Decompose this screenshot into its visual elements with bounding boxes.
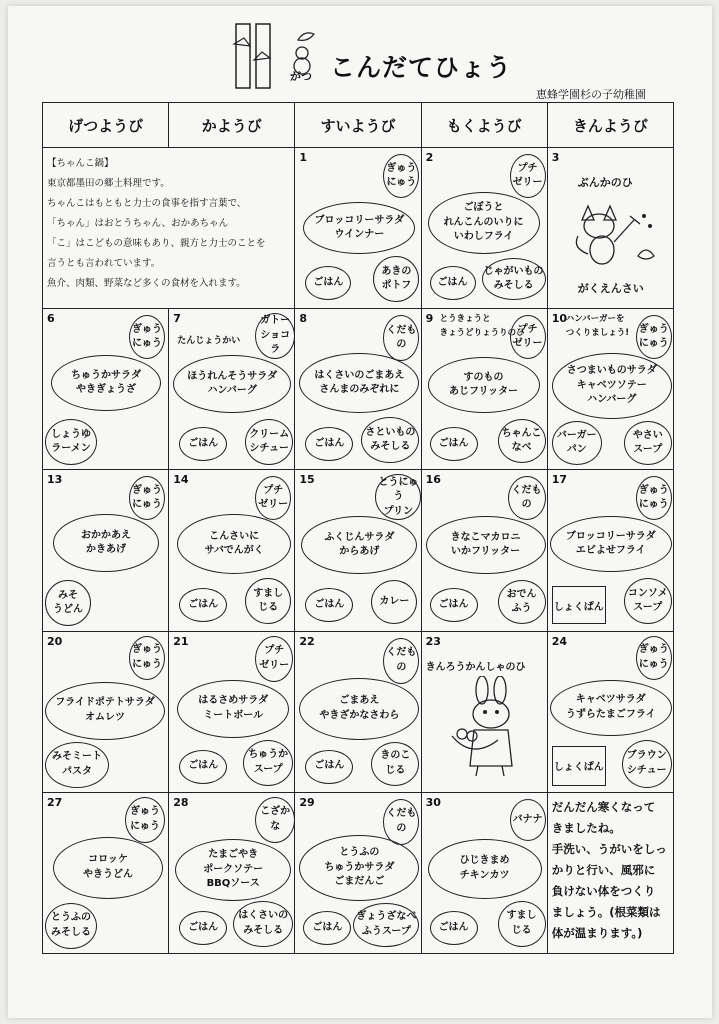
weekday-fri: きんようび (547, 103, 673, 148)
day-cell (169, 792, 295, 953)
week-row (43, 148, 674, 309)
day-number: 3 (551, 151, 560, 165)
day-cell (43, 792, 169, 953)
drink-bubble: ぎゅう にゅう (129, 476, 165, 520)
message-line: ましょう。(根菜類は (551, 904, 661, 919)
day-cell (547, 148, 673, 309)
event-note: とうきょうと きょうどりょうりのひ (439, 314, 525, 338)
fruit-bubble: くだもの (508, 476, 546, 520)
staple-dish: ごはん (305, 588, 353, 622)
soup-dish: ちゃんこ なべ (498, 419, 546, 463)
soup-dish: さといもの みそしる (361, 417, 419, 463)
soup-dish: あきの ポトフ (373, 256, 419, 302)
main-dish: はくさいのごまあえ さんまのみぞれに (299, 353, 419, 413)
month-logo (230, 20, 330, 94)
soup-dish: クリーム シチュー (245, 419, 293, 465)
week-row (43, 309, 674, 470)
day-number: 27 (47, 795, 63, 809)
day-number: 22 (299, 634, 315, 648)
soup-dish: すまし じる (498, 901, 546, 947)
month-label: がつ (290, 70, 312, 83)
message-line: 体が温まります。) (551, 925, 643, 940)
info-line: 魚介、肉類、野菜など多くの食材を入れます。 (47, 278, 246, 290)
soup-dish: ちゅうか スープ (243, 740, 293, 786)
main-dish: コロッケ やきうどん (53, 837, 163, 899)
fruit-bubble: くだもの (383, 315, 419, 361)
main-dish: ちゅうかサラダ やきぎょうざ (51, 355, 161, 411)
week-row (43, 631, 674, 792)
day-cell (295, 309, 421, 470)
drink-bubble: ぎゅう にゅう (636, 636, 672, 680)
day-cell (547, 470, 673, 631)
day-cell (43, 309, 169, 470)
menu-table (42, 102, 674, 954)
event-note: たんじょうかい (177, 336, 241, 347)
soup-dish: すまし じる (245, 578, 291, 624)
drink-bubble: プチ ゼリー (510, 154, 546, 198)
day-cell (421, 148, 547, 309)
staple-dish: ごはん (179, 427, 227, 461)
day-cell (43, 631, 169, 792)
main-dish: おかかあえ かきあげ (53, 514, 159, 572)
day-number: 24 (551, 634, 568, 648)
info-line: 「ちゃん」はおとうちゃん、おかあちゃん (47, 218, 229, 230)
day-cell (547, 309, 673, 470)
day-number: 30 (425, 795, 441, 809)
soup-dish: みそミート パスタ (45, 742, 109, 788)
message-line: かりと行い、風邪に (551, 862, 656, 877)
drink-bubble: ぎゅう にゅう (383, 154, 419, 198)
staple-dish: ごはん (305, 750, 353, 784)
day-cell (421, 631, 547, 792)
weekday-thu: もくようび (421, 103, 547, 148)
main-dish: こんさいに サバでんがく (177, 514, 291, 574)
soup-dish: とうふの みそしる (45, 903, 97, 949)
info-line: 【ちゃんこ鍋】 (47, 158, 114, 170)
soup-dish: みそ うどん (45, 580, 91, 626)
drink-bubble: プチ ゼリー (255, 636, 293, 682)
staple-dish: ごはん (430, 588, 478, 622)
main-dish: きなこマカロニ いかフリッター (426, 516, 546, 574)
message-line: だんだん寒くなって (551, 799, 656, 814)
drink-bubble: ぎゅう にゅう (129, 315, 165, 359)
day-number: 20 (47, 634, 63, 648)
fish-bubble: こざかな (255, 797, 294, 843)
main-dish: はるさめサラダ ミートボール (177, 680, 289, 738)
soup-dish: おでん ふう (498, 580, 546, 624)
day-number: 21 (173, 634, 189, 648)
day-number: 7 (173, 312, 181, 326)
main-dish: フライドポテトサラダ オムレツ (45, 682, 165, 740)
main-dish: ふくじんサラダ からあげ (301, 516, 417, 574)
drink-bubble: ぎゅう にゅう (129, 636, 165, 680)
staple-dish: ごはん (430, 427, 478, 461)
day-number: 2 (425, 151, 434, 165)
weekday-header-row (43, 103, 674, 148)
page-title: こんだてひょう (330, 53, 513, 82)
fruit-bubble: くだもの (383, 638, 419, 684)
weekday-mon: げつようび (43, 103, 169, 148)
drink-bubble: ぎゅう にゅう (636, 476, 672, 520)
fox-illustration (568, 196, 658, 270)
info-line: ちゃんこはもともと力士の食事を指す言葉で、 (47, 198, 247, 210)
fruit-bubble: くだもの (383, 799, 419, 845)
dessert-bubble: ガトー ショコラ (255, 313, 294, 359)
message-line: 負けない体をつくり (551, 883, 656, 898)
info-box (43, 148, 295, 309)
event-note: ハンバーガーを つくりましょう! (565, 314, 630, 338)
day-number: 14 (173, 473, 189, 487)
fruit-bubble: バナナ (510, 799, 546, 841)
day-cell (421, 470, 547, 631)
day-cell (421, 309, 547, 470)
day-number: 9 (425, 312, 434, 326)
staple-dish: ごはん (179, 750, 227, 784)
day-cell (43, 470, 169, 631)
main-dish: ブロッコリーサラダ エビよせフライ (550, 516, 672, 572)
drink-bubble: プチ ゼリー (255, 476, 291, 520)
event-label: きんろうかんしゃのひ (425, 661, 526, 673)
info-line: 「こ」はこどもの意味もあり、親方と力士のことを (47, 238, 266, 250)
info-line: 言うとも言われています。 (47, 258, 161, 270)
day-number: 15 (299, 473, 315, 487)
day-cell (295, 148, 421, 309)
main-dish: たまごやき ポークソテー BBQソース (175, 839, 291, 901)
drink-bubble: ぎゅう にゅう (125, 797, 165, 843)
soup-dish: コンソメ スープ (624, 578, 672, 624)
main-dish: キャベツサラダ うずらたまごフライ (550, 680, 672, 736)
bun-dish: バーガー パン (552, 421, 602, 465)
day-number: 16 (425, 473, 441, 487)
main-dish: ごぼうと れんこんのいりに いわしフライ (428, 192, 540, 254)
day-cell (295, 792, 421, 953)
drink-bubble: ぎゅう にゅう (636, 315, 672, 359)
day-cell (169, 631, 295, 792)
message-line: きましたね。 (551, 820, 621, 835)
staple-dish: ごはん (179, 588, 227, 622)
day-number: 23 (425, 634, 441, 648)
day-cell (421, 792, 547, 953)
day-cell (547, 631, 673, 792)
drink-bubble: プチ ゼリー (510, 315, 546, 359)
bread-dish: しょくぱん (552, 746, 606, 786)
week-row (43, 470, 674, 631)
weekday-wed: すいようび (295, 103, 421, 148)
bread-dish: しょくぱん (552, 586, 606, 624)
day-number: 13 (47, 473, 63, 487)
soup-dish: やさい スープ (624, 421, 672, 465)
soup-dish: ブラウン シチュー (622, 740, 672, 788)
day-number: 10 (551, 312, 568, 326)
day-number: 6 (47, 312, 55, 326)
day-cell (295, 631, 421, 792)
main-dish: さつまいものサラダ キャベツソテー ハンバーグ (552, 353, 672, 419)
day-cell (169, 309, 295, 470)
rabbit-illustration (442, 676, 532, 782)
soup-dish: ぎょうざなべ ふうスープ (353, 903, 419, 947)
day-number: 1 (299, 151, 308, 165)
closing-message (547, 792, 673, 953)
day-number: 28 (173, 795, 189, 809)
staple-dish: ごはん (303, 911, 351, 945)
soup-dish: きのこ じる (371, 742, 419, 786)
staple-dish: ごはん (179, 911, 227, 945)
day-cell (295, 470, 421, 631)
soup-dish: はくさいの みそしる (233, 901, 293, 947)
staple-dish: ごはん (430, 911, 478, 945)
main-dish: ひじきまめ チキンカツ (428, 839, 542, 899)
main-dish: すのもの あじフリッター (428, 357, 540, 413)
day-cell (169, 470, 295, 631)
message-line: 手洗い、うがいをしっ (551, 841, 667, 856)
soup-dish: しょうゆ ラーメン (45, 419, 97, 465)
day-number: 29 (299, 795, 315, 809)
main-dish: ほうれんそうサラダ ハンバーグ (173, 355, 291, 413)
staple-dish: ごはん (430, 266, 476, 300)
soup-dish: カレー (371, 580, 417, 624)
main-dish: ブロッコリーサラダ ウインナー (303, 202, 415, 254)
main-dish: ごまあえ やきざかなさわら (299, 678, 419, 740)
month-number (246, 36, 247, 37)
dessert-bubble: とうにゅう プリン (375, 474, 420, 520)
weekday-tue: かようび (169, 103, 295, 148)
info-line: 東京都墨田の郷土料理です。 (47, 178, 170, 190)
day-number: 8 (299, 312, 308, 326)
staple-dish: ごはん (305, 266, 351, 300)
day-number: 17 (551, 473, 568, 487)
school-name: 恵蜂学園杉の子幼稚園 (536, 88, 646, 101)
soup-dish: じゃがいもの みそしる (482, 258, 546, 300)
week-row (43, 792, 674, 953)
staple-dish: ごはん (305, 427, 353, 461)
main-dish: とうふの ちゅうかサラダ ごまだんご (299, 835, 419, 901)
event-label: がくえんさい (577, 282, 644, 296)
event-label: ぶんかのひ (577, 176, 633, 190)
